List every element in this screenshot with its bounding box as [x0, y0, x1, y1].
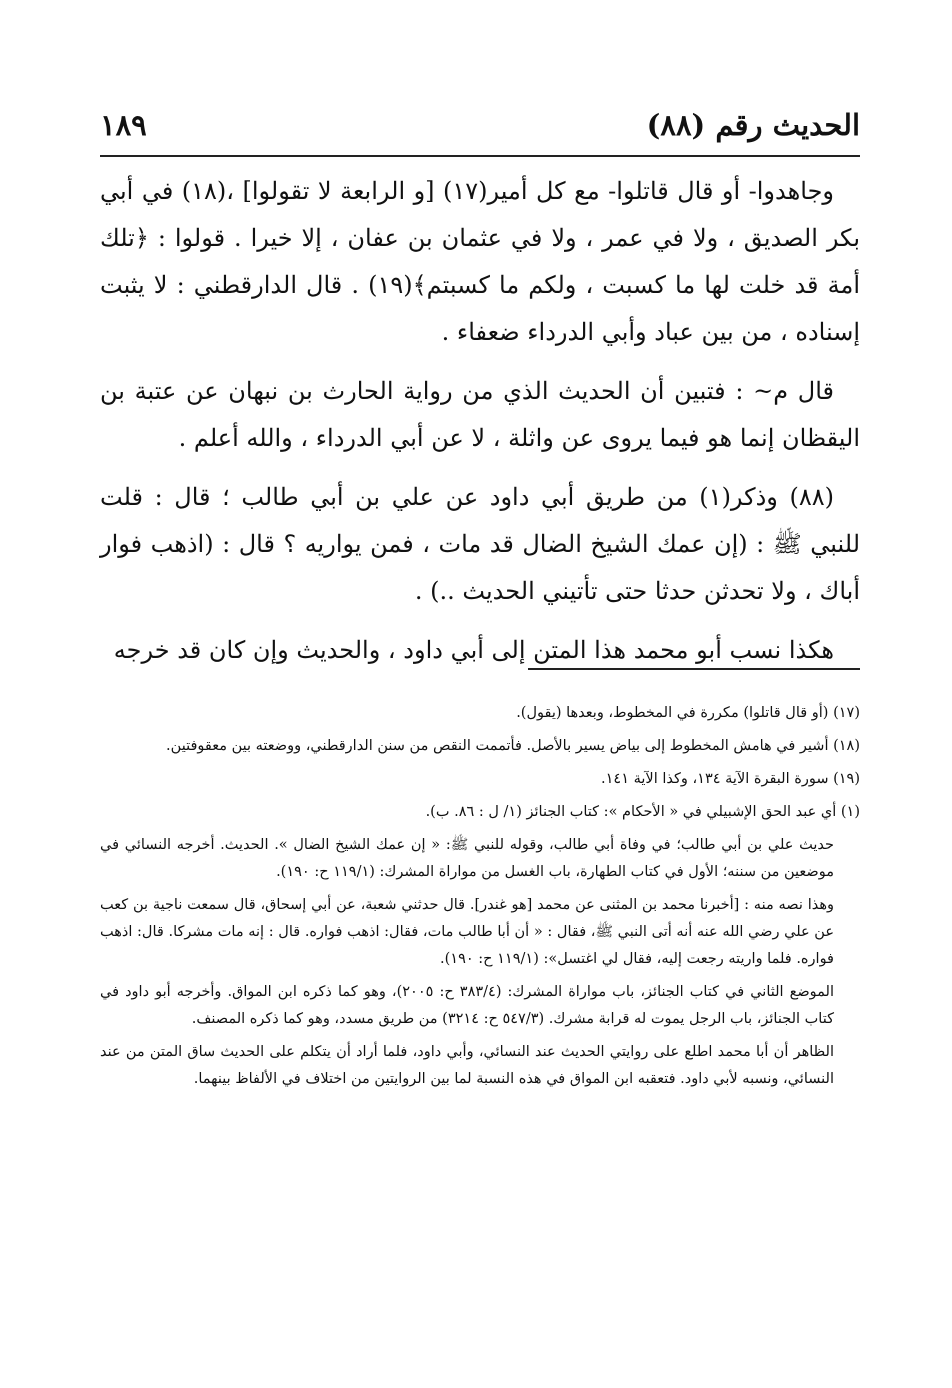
header-divider	[100, 155, 860, 157]
footnote-detail: الموضع الثاني في كتاب الجنائز، باب مواراة المشرك: (٣٨٣/٤ ح: ٢٠٠٥)، وهو كما ذكره ابن المواق. وأخرجه أبو داود في كتاب الجنائز، باب الرجل يموت له قرابة مشرك. (٥٤٧/٣ ح: ٣٢١٤) من طريق مسدد، وهو كما ذكره المصنف.	[100, 984, 834, 1027]
footnote-detail: الظاهر أن أبا محمد اطلع على روايتي الحديث عند النسائي، وأبي داود، فلما أراد أن يتكلم على الحديث ساق المتن من عند النسائي، ونسبه لأبي داود. فتعقبه ابن المواق في هذه النسبة لما بين الروايتين من اختلاف في الألفاظ بينهما.	[100, 1044, 834, 1087]
footnote-detail: حديث علي بن أبي طالب؛ في وفاة أبي طالب، وقوله للنبي ﷺ: « إن عمك الشيخ الضال ». الحديث. أخرجه النسائي في موضعين من سننه؛ الأول في كتاب الطهارة، باب الغسل من مواراة المشرك: (١١٩/١ ح: ١٩٠).	[100, 837, 834, 880]
paragraph: هكذا نسب أبو محمد هذا المتن إلى أبي داود ، والحديث وإن كان قد خرجه	[113, 636, 834, 664]
footnote-divider	[528, 668, 860, 670]
paragraph: وجاهدوا- أو قال قاتلوا- مع كل أمير(١٧) [و الرابعة لا تقولوا] ،(١٨) في أبي بكر الصديق ، ولا في عمر ، ولا في عثمان بن عفان ، إلا خيرا . قولوا : ﴿تلك أمة قد خلت لها ما كسبت ، ولكم ما كسبتم﴾(١٩) . قال الدارقطني : لا يثبت إسناده ، من بين عباد وأبي الدرداء ضعفاء .	[100, 177, 860, 346]
paragraph: قال م~ : فتبين أن الحديث الذي من رواية الحارث بن نبهان عن عتبة بن اليقظان إنما هو فيما يروى عن واثلة ، لا عن أبي الدرداء ، والله أعلم .	[100, 377, 860, 452]
paragraph: (٨٨) وذكر(١) من طريق أبي داود عن علي بن أبي طالب ؛ قال : قلت للنبي ﷺ : (إن عمك الشيخ الضال قد مات ، فمن يواريه ؟ قال : (اذهب فوار أباك ، ولا تحدثن حدثا حتى تأتيني الحديث ..) .	[100, 483, 860, 605]
footnote: (١) أي عبد الحق الإشبيلي في « الأحكام »: كتاب الجنائز (١/ ل : ٨٦. ب).	[425, 804, 860, 820]
footnotes	[100, 700, 860, 1099]
running-header	[100, 100, 860, 150]
footnote: (١٨) أشير في هامش المخطوط إلى بياض يسير بالأصل. فأتممت النقص من سنن الدارقطني، ووضعته بين معقوفتين.	[166, 738, 860, 754]
main-text	[100, 168, 860, 686]
footnote: (١٩) سورة البقرة الآية ١٣٤، وكذا الآية ١٤١.	[601, 771, 860, 787]
footnote-detail: وهذا نصه منه : [أخبرنا محمد بن المثنى عن محمد [هو غندر]. قال حدثني شعبة، عن أبي إسحاق، قال سمعت ناجية بن كعب عن علي رضي الله عنه أنه أتى النبي ﷺ، فقال : « أن أبا طالب مات، فقال: اذهب فواره. قال : إنه مات مشركا. قال: اذهب فواره. فلما واريته رجعت إليه، فقال لي اغتسل»: (١١٩/١ ح: ١٩٠).	[100, 897, 834, 967]
chapter-title: الحديث رقم (٨٨)	[646, 108, 860, 142]
page-number: ١٨٩	[100, 108, 147, 142]
footnote: (١٧) (أو قال قاتلوا) مكررة في المخطوط، وبعدها (يقول).	[516, 705, 860, 721]
